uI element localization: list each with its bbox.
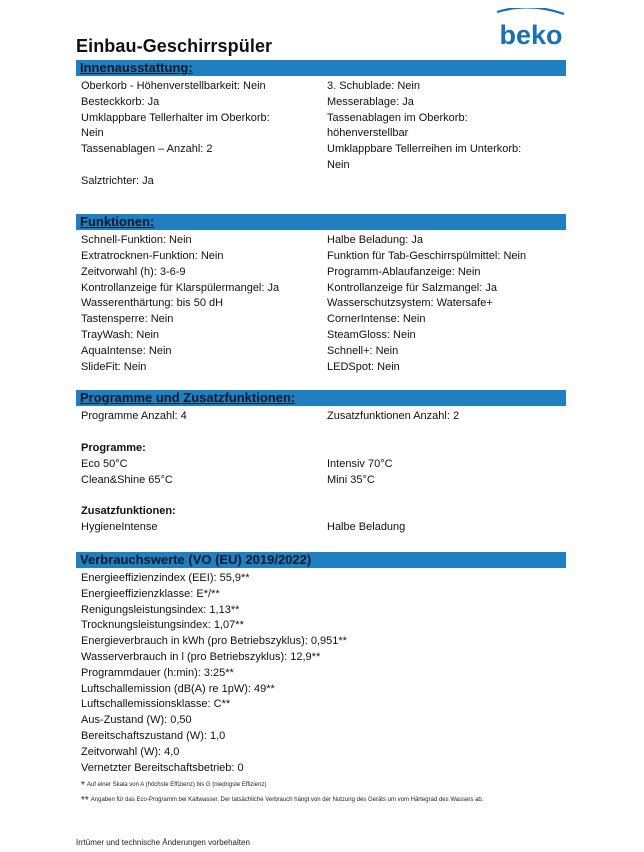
spec-line: Programme Anzahl: 4: [81, 410, 187, 422]
spec-line: Wasserschutzsystem: Watersafe+: [327, 297, 493, 309]
zusatz-item: HygieneIntense: [81, 521, 158, 533]
program-item: Eco 50°C: [81, 458, 128, 470]
spec-line: Schnell+: Nein: [327, 345, 399, 357]
spec-line: LEDSpot: Nein: [327, 361, 400, 373]
spec-line: 3. Schublade: Nein: [327, 80, 420, 92]
spec-line: höhenverstellbar: [327, 127, 409, 139]
spec-line: TrayWash: Nein: [81, 329, 160, 341]
subheading-zusatzfunktionen: Zusatzfunktionen:: [81, 505, 176, 517]
footnote-1: * Auf einer Skala von A (höchste Effizienz) bis G (niedrigste Effizienz): [81, 780, 267, 791]
spec-line: Zusatzfunktionen Anzahl: 2: [327, 410, 460, 422]
page-title: Einbau-Geschirrspüler: [76, 36, 273, 56]
section-heading-funktionen: Funktionen:: [76, 214, 566, 230]
spec-line: Wasserenthärtung: bis 50 dH: [81, 297, 224, 309]
spec-line: Kontrollanzeige für Klarspülermangel: Ja: [81, 282, 280, 294]
footnote-2: ** Angaben für das Eco-Programm bei Kaltwasser. Der tatsächliche Verbrauch hängt von der Nutzung des Geräts um vom Härtegrad des Wassers ab.: [81, 795, 484, 806]
logo-text: beko: [499, 20, 563, 50]
spec-line: Schnell-Funktion: Nein: [81, 234, 192, 246]
consumption-line: Renigungsleistungsindex: 1,13**: [81, 604, 240, 616]
consumption-line: Wasserverbrauch in l (pro Betriebszyklus): 12,9**: [81, 651, 321, 663]
spec-line: Salztrichter: Ja: [81, 175, 154, 187]
program-item: Intensiv 70°C: [327, 458, 393, 470]
logo-arc: [497, 8, 564, 14]
consumption-line: Luftschallemissionsklasse: C**: [81, 698, 231, 710]
section-heading-verbrauchswerte: Verbrauchswerte (VO (EU) 2019/2022): [76, 552, 566, 568]
subheading-programme: Programme:: [81, 442, 146, 454]
spec-line: Halbe Beladung: Ja: [327, 234, 424, 246]
spec-line: AquaIntense: Nein: [81, 345, 172, 357]
consumption-line: Luftschallemission (dB(A) re 1pW): 49**: [81, 683, 275, 695]
spec-line: CornerIntense: Nein: [327, 313, 426, 325]
program-item: Mini 35°C: [327, 474, 375, 486]
spec-line: Funktion für Tab-Geschirrspülmittel: Nein: [327, 250, 527, 262]
section-heading-programme: Programme und Zusatzfunktionen:: [76, 390, 566, 406]
consumption-line: Aus-Zustand (W): 0,50: [81, 714, 192, 726]
spec-line: Tassenablagen – Anzahl: 2: [81, 143, 213, 155]
spec-line: Tastensperre: Nein: [81, 313, 174, 325]
spec-line: Umklappbare Tellerreihen im Unterkorb:: [327, 143, 522, 155]
spec-line: Extratrocknen-Funktion: Nein: [81, 250, 224, 262]
spec-line: Programm-Ablaufanzeige: Nein: [327, 266, 481, 278]
spec-line: Umklappbare Tellerhalter im Oberkorb:: [81, 112, 270, 124]
consumption-line: Zeitvorwahl (W): 4,0: [81, 746, 180, 758]
consumption-line: Vernetzter Bereitschaftsbetrieb: 0: [81, 762, 244, 774]
spec-line: Tassenablagen im Oberkorb:: [327, 112, 468, 124]
spec-line: Besteckkorb: Ja: [81, 96, 160, 108]
consumption-line: Programmdauer (h:min): 3:25**: [81, 667, 234, 679]
spec-line: SlideFit: Nein: [81, 361, 147, 373]
spec-line: Kontrollanzeige für Salzmangel: Ja: [327, 282, 497, 294]
spec-line: SteamGloss: Nein: [327, 329, 416, 341]
spec-line: Nein: [327, 159, 350, 171]
consumption-line: Energieeffizienzindex (EEI): 55,9**: [81, 572, 250, 584]
zusatz-item: Halbe Beladung: [327, 521, 406, 533]
beko-logo: [494, 8, 568, 54]
consumption-line: Bereitschaftszustand (W): 1,0: [81, 730, 226, 742]
spec-line: Oberkorb - Höhenverstellbarkeit: Nein: [81, 80, 266, 92]
program-item: Clean&Shine 65°C: [81, 474, 173, 486]
spec-line: Nein: [81, 127, 104, 139]
consumption-line: Energieverbrauch in kWh (pro Betriebszyklus): 0,951**: [81, 635, 347, 647]
disclaimer: Irrtümer und technische Änderungen vorbehalten: [76, 838, 250, 847]
section-heading-innenausstattung: Innenausstattung:: [76, 60, 566, 76]
spec-line: Messerablage: Ja: [327, 96, 414, 108]
spec-line: Zeitvorwahl (h): 3-6-9: [81, 266, 186, 278]
consumption-line: Trocknungsleistungsindex: 1,07**: [81, 619, 244, 631]
consumption-line: Energieeffizienzklasse: E*/**: [81, 588, 220, 600]
